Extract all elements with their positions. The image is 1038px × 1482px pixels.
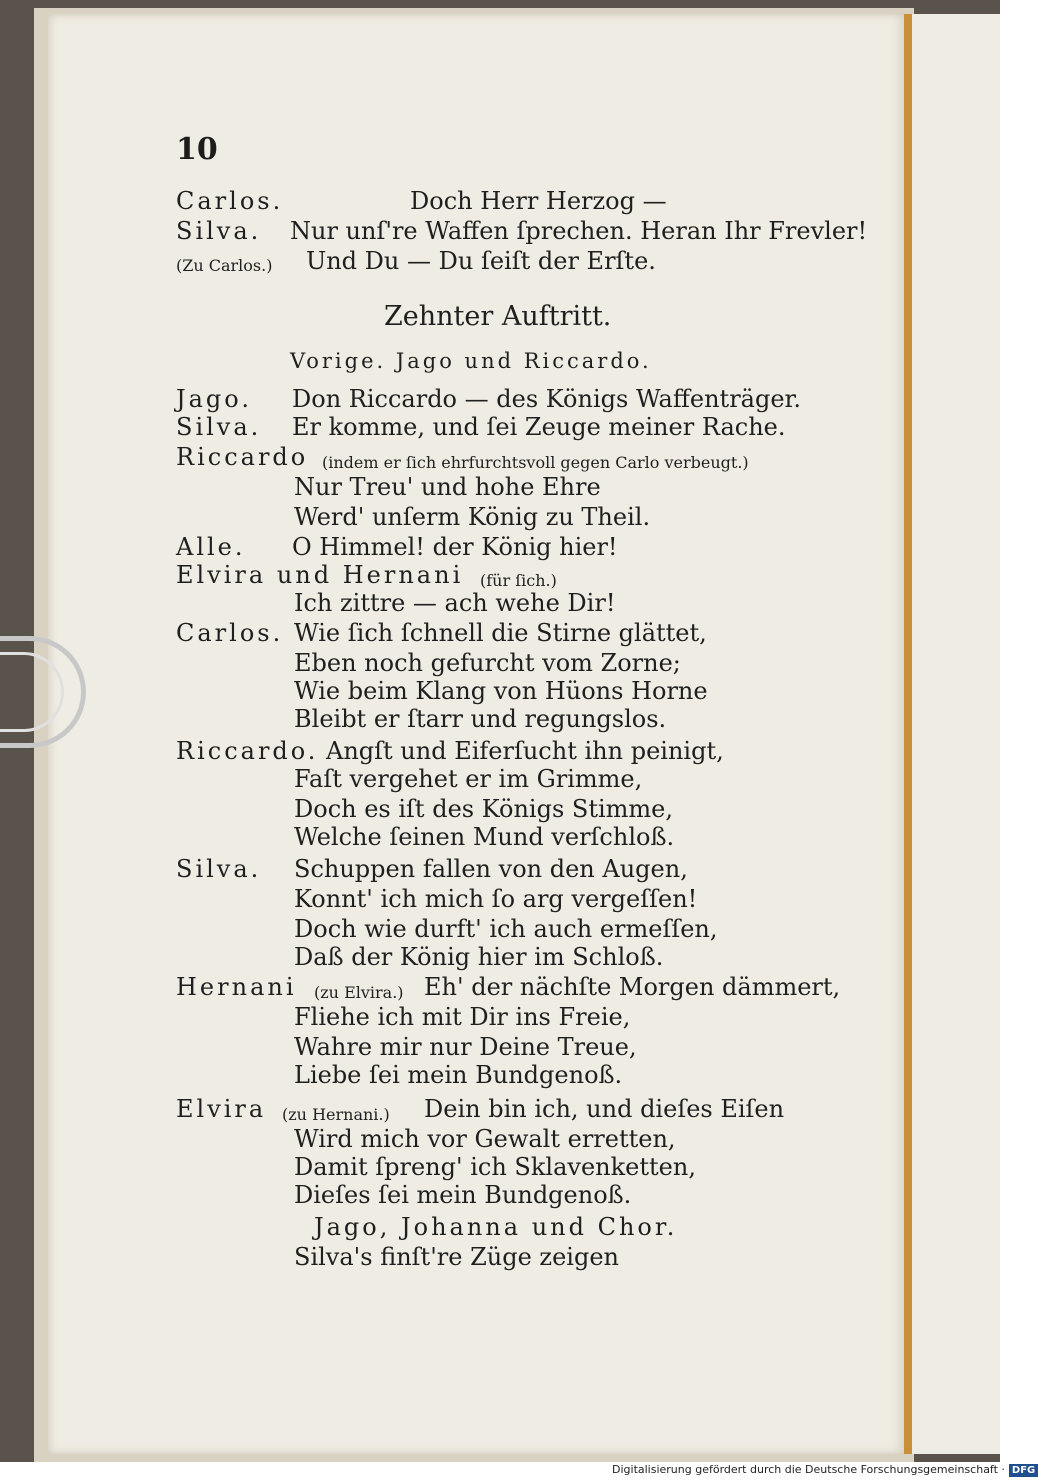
speaker: Carlos. bbox=[176, 619, 284, 647]
script-line-text: Doch wie durft' ich auch ermeſſen, bbox=[294, 915, 718, 943]
cast-list: Jago, Johanna und Chor. bbox=[314, 1213, 678, 1241]
speaker: Silva. bbox=[176, 855, 262, 883]
script-line-text: Dieſes ſei mein Bundgenoß. bbox=[294, 1181, 632, 1209]
script-line-text: Eh' der nächſte Morgen dämmert, bbox=[424, 973, 841, 1001]
stage-direction: (zu Elvira.) bbox=[314, 983, 404, 1002]
script-line-text: Schuppen fallen von den Augen, bbox=[294, 855, 688, 883]
script-line-text: Werd' unſerm König zu Theil. bbox=[294, 503, 651, 531]
script-line bbox=[176, 186, 283, 216]
script-line-text: Nur Treu' und hohe Ehre bbox=[294, 473, 601, 501]
script-line-text: Silva's finſt're Züge zeigen bbox=[294, 1243, 619, 1271]
page-number: 10 bbox=[176, 132, 218, 167]
script-line-text: Wahre mir nur Deine Treue, bbox=[294, 1033, 637, 1061]
speaker: Silva. bbox=[176, 413, 262, 441]
page-edge bbox=[904, 14, 912, 1454]
script-line-text: Bleibt er ſtarr und regungslos. bbox=[294, 705, 667, 733]
script-line-text: Wie beim Klang von Hüons Horne bbox=[294, 677, 708, 705]
script-line-text: Angſt und Eiferſucht ihn peinigt, bbox=[326, 737, 724, 765]
script-line-text: Nur unſ're Waffen ſprechen. Heran Ihr Frevler! bbox=[290, 217, 868, 245]
speaker: Elvira bbox=[176, 1095, 267, 1123]
stage-direction: (zu Hernani.) bbox=[282, 1105, 390, 1124]
script-line-text: Wird mich vor Gewalt erretten, bbox=[294, 1125, 676, 1153]
script-line-text: Konnt' ich mich ſo arg vergeſſen! bbox=[294, 885, 698, 913]
script-line-text: Wie ſich ſchnell die Stirne glättet, bbox=[294, 619, 707, 647]
stage-direction: (für ſich.) bbox=[480, 571, 557, 590]
script-line-text: Doch es iſt des Königs Stimme, bbox=[294, 795, 673, 823]
script-line-text: Dein bin ich, und dieſes Eiſen bbox=[424, 1095, 785, 1123]
script-line-text: Fliehe ich mit Dir ins Freie, bbox=[294, 1003, 631, 1031]
script-line-text: Er komme, und ſei Zeuge meiner Rache. bbox=[292, 413, 786, 441]
script-line-text: O Himmel! der König hier! bbox=[292, 533, 618, 561]
speaker: Elvira und Hernani bbox=[176, 561, 464, 589]
speaker: Jago. bbox=[176, 385, 252, 413]
facing-page bbox=[912, 14, 1000, 1454]
speaker: Riccardo bbox=[176, 443, 309, 471]
speaker: Riccardo. bbox=[176, 737, 319, 765]
speaker: Alle. bbox=[176, 533, 246, 561]
script-line-text: Damit ſpreng' ich Sklavenketten, bbox=[294, 1153, 696, 1181]
script-line-text: Welche ſeinen Mund verſchloß. bbox=[294, 823, 675, 851]
script-line-text: Liebe ſei mein Bundgenoß. bbox=[294, 1061, 623, 1089]
script-line-text: Ich zittre — ach wehe Dir! bbox=[294, 589, 616, 617]
scene-heading: Zehnter Auftritt. bbox=[384, 301, 612, 332]
stage-direction: (indem er ſich ehrfurchtsvoll gegen Carlo verbeugt.) bbox=[322, 453, 749, 472]
script-line-text: Und Du — Du ſeiſt der Erſte. bbox=[306, 247, 656, 275]
stage-direction: (Zu Carlos.) bbox=[176, 256, 273, 275]
dfg-logo: DFG bbox=[1009, 1464, 1038, 1477]
script-line-text: Doch Herr Herzog — bbox=[410, 187, 667, 215]
speaker: Silva. bbox=[176, 217, 262, 245]
cast-list: Vorige. Jago und Riccardo. bbox=[290, 349, 652, 373]
speaker: Hernani bbox=[176, 973, 297, 1001]
script-line-text: Faſt vergehet er im Grimme, bbox=[294, 765, 643, 793]
script-line bbox=[176, 216, 261, 246]
credit-text: Digitalisierung gefördert durch die Deutsche Forschungsgemeinschaft · bbox=[612, 1463, 1005, 1476]
script-line bbox=[176, 248, 272, 281]
speaker: Carlos. bbox=[176, 187, 284, 215]
script-line-text: Don Riccardo — des Königs Waffenträger. bbox=[292, 385, 802, 413]
script-line-text: Eben noch gefurcht vom Zorne; bbox=[294, 649, 681, 677]
digitization-credit bbox=[612, 1463, 1038, 1477]
script-line-text: Daß der König hier im Schloß. bbox=[294, 943, 664, 971]
